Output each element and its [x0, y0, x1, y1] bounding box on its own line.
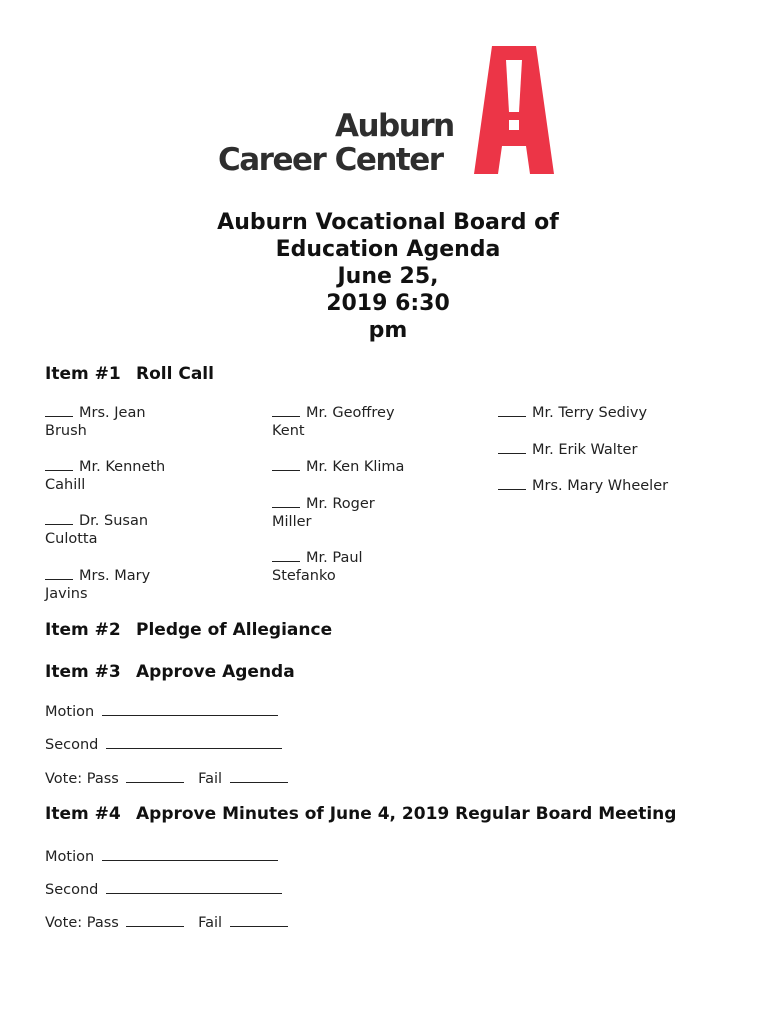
fail-label: Fail: [198, 771, 223, 787]
roll-call-member: [45, 403, 245, 440]
item-number: Item #3: [45, 662, 121, 682]
item-3-motion-row: [45, 701, 278, 720]
logo-line-2: Career Center: [218, 142, 443, 178]
member-name-line1: Dr. Susan: [79, 513, 149, 529]
roll-call-member: [272, 403, 472, 440]
second-label: Second: [45, 737, 99, 753]
pass-blank[interactable]: [126, 912, 184, 927]
motion-label: Motion: [45, 849, 95, 865]
roll-call-member: [272, 548, 472, 585]
attendance-blank[interactable]: [498, 476, 526, 490]
fail-label: Fail: [198, 915, 223, 931]
attendance-blank[interactable]: [498, 403, 526, 417]
member-name-line2: Miller: [272, 514, 312, 530]
fail-blank[interactable]: [230, 768, 288, 783]
second-blank[interactable]: [106, 879, 282, 894]
agenda-title: [200, 209, 576, 344]
logo-line-1: Auburn: [335, 108, 454, 144]
attendance-blank[interactable]: [272, 457, 300, 471]
member-name-line2: Stefanko: [272, 568, 336, 584]
member-name-line2: Kent: [272, 423, 305, 439]
title-line: Auburn Vocational Board of: [217, 210, 559, 235]
fail-blank[interactable]: [230, 912, 288, 927]
title-line: Education Agenda: [275, 237, 501, 262]
roll-call-member: [498, 440, 698, 459]
attendance-blank[interactable]: [498, 440, 526, 454]
member-name-line1: Mr. Ken Klima: [306, 459, 405, 475]
attendance-blank[interactable]: [272, 494, 300, 508]
roll-call-member: [45, 566, 245, 603]
attendance-blank[interactable]: [272, 548, 300, 562]
attendance-blank[interactable]: [45, 566, 73, 580]
logo-a-mark-icon: [474, 46, 554, 176]
member-name-line1: Mr. Erik Walter: [532, 442, 638, 458]
roll-call-member: [498, 476, 698, 495]
roll-call-member: [498, 403, 698, 422]
member-name-line2: Brush: [45, 423, 87, 439]
item-number: Item #2: [45, 620, 121, 640]
second-blank[interactable]: [106, 734, 282, 749]
item-4-motion-row: [45, 846, 278, 865]
item-4-vote-row: [45, 912, 288, 931]
item-label: Approve Agenda: [136, 662, 295, 682]
item-label: Roll Call: [136, 364, 214, 384]
pass-blank[interactable]: [126, 768, 184, 783]
member-name-line1: Mr. Paul: [306, 550, 363, 566]
vote-pass-label: Vote: Pass: [45, 915, 119, 931]
roll-call-member: [45, 457, 245, 494]
motion-blank[interactable]: [102, 701, 278, 716]
roll-call-member: [45, 511, 245, 548]
member-name-line1: Mrs. Mary Wheeler: [532, 478, 669, 494]
attendance-blank[interactable]: [45, 403, 73, 417]
member-name-line2: Javins: [45, 586, 88, 602]
item-number: Item #4: [45, 804, 121, 824]
member-name-line1: Mr. Geoffrey: [306, 405, 395, 421]
member-name-line2: Cahill: [45, 477, 86, 493]
item-3-second-row: [45, 734, 282, 753]
attendance-blank[interactable]: [45, 511, 73, 525]
second-label: Second: [45, 882, 99, 898]
attendance-blank[interactable]: [45, 457, 73, 471]
member-name-line1: Mrs. Jean: [79, 405, 146, 421]
title-line: pm: [368, 318, 408, 343]
item-number: Item #1: [45, 364, 121, 384]
item-2-heading: [45, 620, 332, 640]
roll-call-member: [272, 457, 472, 476]
item-label: Pledge of Allegiance: [136, 620, 333, 640]
vote-pass-label: Vote: Pass: [45, 771, 119, 787]
member-name-line1: Mrs. Mary: [79, 568, 151, 584]
member-name-line2: Culotta: [45, 531, 98, 547]
item-label: Approve Minutes of June 4, 2019 Regular Board Meeting: [136, 804, 677, 824]
item-4-heading: [45, 804, 676, 824]
item-1-heading: [45, 364, 214, 384]
motion-blank[interactable]: [102, 846, 278, 861]
roll-call-member: [272, 494, 472, 531]
item-4-second-row: [45, 879, 282, 898]
member-name-line1: Mr. Kenneth: [79, 459, 166, 475]
title-line: June 25,: [337, 264, 439, 289]
item-3-vote-row: [45, 768, 288, 787]
attendance-blank[interactable]: [272, 403, 300, 417]
item-3-heading: [45, 662, 295, 682]
member-name-line1: Mr. Terry Sedivy: [532, 405, 648, 421]
auburn-career-center-logo: [218, 46, 558, 176]
motion-label: Motion: [45, 704, 95, 720]
title-line: 2019 6:30: [326, 291, 450, 316]
member-name-line1: Mr. Roger: [306, 496, 375, 512]
